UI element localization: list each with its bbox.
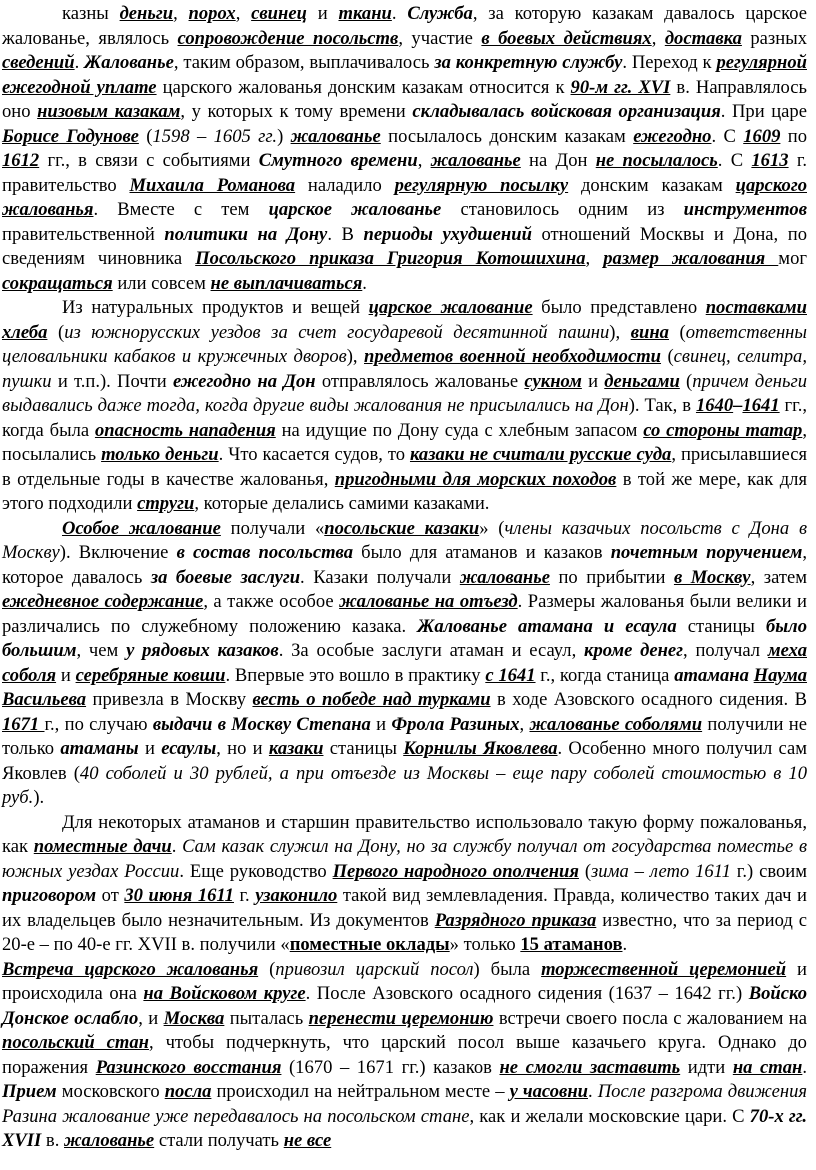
emphasis-text: инструментов <box>683 199 807 220</box>
text-run: , у которых к тому времени <box>180 101 413 122</box>
emphasis-text: Разрядного приказа <box>434 909 597 931</box>
emphasis-text: причем деньги выдавались даже тогда, когда другие виды жалования не присылались на Дон <box>2 370 807 416</box>
text-run: гг., в связи с событиями <box>39 150 259 171</box>
emphasis-text: После разгрома движения Разина жалование уже передавалось на посольском стане <box>2 1081 808 1127</box>
emphasis-text: приговором <box>2 885 97 906</box>
emphasis-text: почетным поручением <box>610 542 803 563</box>
emphasis-text: жалованье соболями <box>529 713 703 735</box>
text-run: по прибытии <box>549 566 674 588</box>
emphasis-text: казаки не считали русские суда <box>409 444 672 465</box>
text-run: . Казаки получали <box>300 566 460 588</box>
emphasis-text: деньги <box>119 3 174 24</box>
text-run: . После Азовского осадного сидения (1637 – 1642 гг.) <box>305 983 749 1004</box>
emphasis-text: жалованье <box>459 566 550 588</box>
emphasis-text: было большим <box>2 615 807 661</box>
text-run: , присылавшиеся в отдельные годы в качестве жалованья, <box>2 444 808 490</box>
text-run: , <box>585 248 604 269</box>
text-run: . <box>622 934 628 955</box>
text-run: ) <box>277 125 291 147</box>
text-run: было представлено <box>532 297 706 318</box>
paragraph <box>2 296 807 517</box>
emphasis-text: вина <box>630 321 669 343</box>
text-run: наладило <box>295 174 395 196</box>
emphasis-text: сопровождение посольств <box>177 27 399 49</box>
emphasis-text: поместные дачи <box>33 836 172 857</box>
text-run: на идущие по Дону суда с хлебным запасом <box>275 419 644 441</box>
emphasis-text: размер жалования <box>603 248 779 269</box>
emphasis-text: 1640 <box>695 395 734 416</box>
text-run: ), <box>346 346 364 367</box>
emphasis-text: не посылалось <box>595 150 718 171</box>
emphasis-text: пригодными для морских походов <box>334 468 617 490</box>
text-run: , таким образом, выплачивалось <box>173 52 435 73</box>
text-run: , чем <box>76 640 127 661</box>
emphasis-text: свинец <box>251 3 307 24</box>
emphasis-text: жалованье <box>430 150 521 171</box>
emphasis-text: члены казачьих посольств с Дона в Москву <box>2 517 808 563</box>
emphasis-text: на стан <box>732 1056 803 1078</box>
text-run: в той же мере, как для этого подходили <box>2 468 808 514</box>
emphasis-text: сукном <box>524 370 582 392</box>
text-run: , затем <box>750 566 807 588</box>
emphasis-text: жалованье <box>290 125 381 147</box>
emphasis-text: узаконило <box>255 885 338 906</box>
emphasis-text: 1612 <box>2 150 40 171</box>
paragraph <box>2 2 807 296</box>
text-run: станицы <box>676 615 766 637</box>
text-run: и <box>370 713 392 735</box>
emphasis-text: только деньги <box>101 444 219 465</box>
emphasis-text: 1613 <box>751 150 789 171</box>
emphasis-text: в Москву <box>673 566 751 588</box>
emphasis-text: не смогли заставить <box>499 1056 681 1078</box>
emphasis-text: выдачи в Москву Степана <box>152 713 371 735</box>
emphasis-text: весть о победе над турками <box>252 689 491 710</box>
text-run: ) была <box>473 958 542 980</box>
emphasis-text: атаманы <box>60 738 139 759</box>
text-run: в ходе Азовского осадного сидения. В <box>490 689 807 710</box>
text-run: . Что касается судов, то <box>218 444 410 465</box>
emphasis-text: серебряные ковши <box>75 664 226 686</box>
text-run: , как и желали московские цари. С <box>469 1105 750 1127</box>
emphasis-text: ежедневное содержание <box>2 591 204 612</box>
emphasis-text: зима – лето 1611 <box>591 860 731 882</box>
text-run: ). Так, в <box>628 395 696 416</box>
text-run: получили не только <box>2 713 808 759</box>
emphasis-text: Разинского восстания <box>95 1056 282 1078</box>
emphasis-text: Жалованье <box>84 52 174 73</box>
text-run: . Размеры жалованья были велики и различались по служебному положению казака. <box>2 591 807 637</box>
emphasis-text: поместные оклады <box>289 934 450 955</box>
emphasis-text: ткани <box>338 3 392 24</box>
emphasis-text: Жалованье атамана и есаула <box>417 615 677 637</box>
emphasis-text: в состав посольства <box>176 542 354 563</box>
text-run: , и <box>138 1007 164 1029</box>
emphasis-text: 15 атаманов <box>520 934 623 955</box>
text-run: , <box>417 150 431 171</box>
text-run: . Особенно много получил сам Яковлев ( <box>2 738 808 784</box>
text-run: , посылались <box>2 419 807 465</box>
text-run: встречи своего посла с жалованием на <box>493 1007 807 1029</box>
text-run: отправлялось жалованье <box>315 370 525 392</box>
emphasis-text: опасность нападения <box>94 419 276 441</box>
emphasis-text: 1598 – 1605 гг. <box>152 125 278 147</box>
emphasis-text: регулярной ежегодной уплате <box>2 52 807 98</box>
emphasis-text: царского жалованья <box>2 174 807 220</box>
emphasis-text: периоды ухудшений <box>363 223 532 245</box>
emphasis-text: есаулы <box>161 738 217 759</box>
emphasis-text: торжественной церемонией <box>541 958 787 980</box>
emphasis-text: Москва <box>163 1007 225 1029</box>
text-run: и происходила она <box>2 958 807 1004</box>
emphasis-text: Посольского приказа Григория Котошихина <box>195 248 586 269</box>
paragraph <box>2 811 807 958</box>
emphasis-text: Фрола Разиных <box>391 713 520 735</box>
emphasis-text: со стороны татар <box>643 419 803 441</box>
text-run: отношений Москвы и Дона, по сведениям чиновника <box>2 223 807 269</box>
emphasis-text: меха соболя <box>2 640 807 686</box>
emphasis-text: низовым казакам <box>37 101 181 122</box>
text-run: ( <box>138 125 153 147</box>
text-run: . В <box>327 223 364 245</box>
text-run: правительственной <box>2 223 165 245</box>
text-run: и <box>138 738 162 759</box>
paragraph <box>2 958 807 1154</box>
emphasis-text: Войско Донское ослабло <box>2 983 807 1029</box>
text-run: г., по случаю <box>44 713 153 735</box>
text-run: известно, что за период с 20-е – по 40-е гг. XVII в. получили « <box>2 909 807 955</box>
text-run: . Переход к <box>622 52 717 73</box>
emphasis-text: Сам казак служил на Дону, но за службу получал от государства поместье в южных уездах России <box>2 836 808 882</box>
emphasis-text: свинец, селитра, пушки <box>2 346 807 392</box>
text-run: » ( <box>479 517 505 539</box>
text-run: . За особые заслуги атаман и есаул, <box>278 640 585 661</box>
emphasis-text: 1609 <box>743 125 781 147</box>
text-run: царского жалованья донским казакам относится к <box>156 76 571 98</box>
text-run: . При царе <box>720 101 807 122</box>
emphasis-text: у часовни <box>509 1081 588 1102</box>
emphasis-text: порох <box>188 3 236 24</box>
emphasis-text: за конкретную службу <box>434 52 623 73</box>
emphasis-text: доставка <box>664 27 742 49</box>
emphasis-text: посла <box>164 1081 212 1102</box>
emphasis-text: Наума Васильева <box>2 664 808 710</box>
text-run: . <box>588 1081 598 1102</box>
text-run: , которое давалось <box>2 542 807 588</box>
emphasis-text: Борисе Годунове <box>2 125 139 147</box>
text-run: . С <box>717 150 752 171</box>
text-run: ). <box>33 787 45 808</box>
emphasis-text: перенести церемонию <box>308 1007 494 1029</box>
text-run: привезла в Москву <box>86 689 253 710</box>
emphasis-text: Прием <box>2 1081 57 1102</box>
text-run: донским казакам <box>568 174 736 196</box>
emphasis-text: посольские казаки <box>324 517 480 539</box>
emphasis-text: казаки <box>268 738 324 759</box>
emphasis-text: сокращаться <box>2 272 113 294</box>
text-run: такой вид землевладения. Правда, количество таких дач и их владельцев было незначительным. Из документов <box>2 885 807 931</box>
text-run: . <box>362 272 367 294</box>
emphasis-text: привозил царский посол <box>275 958 474 980</box>
text-run: в. <box>41 1130 65 1151</box>
emphasis-text: Служба <box>407 3 473 24</box>
text-run: , <box>651 27 665 49</box>
emphasis-text: 1671 <box>2 713 45 735</box>
text-run: . <box>74 52 85 73</box>
emphasis-text: – <box>733 395 743 416</box>
emphasis-text: царское жалование <box>368 297 533 318</box>
text-run: (1670 – 1671 гг.) казаков <box>281 1056 500 1078</box>
paragraph <box>2 517 807 811</box>
emphasis-text: складывалась войсковая организация <box>412 101 721 122</box>
text-run: , а также особое <box>203 591 340 612</box>
text-run: . Вместе с тем <box>93 199 269 220</box>
text-run: г. правительство <box>2 150 808 196</box>
text-run: ( <box>578 860 592 882</box>
emphasis-text: посольский стан <box>2 1032 149 1053</box>
text-run: г.) своим <box>730 860 807 882</box>
emphasis-text: струги <box>137 493 195 514</box>
text-run: ). Включение <box>59 542 177 563</box>
text-run: московского <box>56 1081 165 1102</box>
text-run: ( <box>668 321 686 343</box>
text-run: , за которую казакам давалось царское жалованье, являлось <box>2 3 807 49</box>
emphasis-text: на Войсковом круге <box>143 983 306 1004</box>
emphasis-text: сведений <box>2 52 75 73</box>
text-run: . <box>171 836 183 857</box>
text-run: было для атаманов и казаков <box>353 542 611 563</box>
emphasis-text: предметов военной необходимости <box>364 346 662 367</box>
emphasis-text: кроме денег <box>584 640 684 661</box>
emphasis-text: жалованье <box>64 1130 155 1151</box>
emphasis-text: Особое жалование <box>62 517 221 539</box>
text-run: , <box>235 3 252 24</box>
emphasis-text: у рядовых казаков <box>126 640 279 661</box>
text-run: ), <box>609 321 631 343</box>
text-run: Для некоторых атаманов и старшин правительство использовало такую форму пожалованья, как <box>2 811 807 857</box>
emphasis-text: с 1641 <box>485 664 536 686</box>
emphasis-text: поставками хлеба <box>2 297 807 343</box>
emphasis-text: ответственны целовальники кабаков и кружечных дворов <box>2 321 807 367</box>
text-run: ( <box>661 346 674 367</box>
text-run: мог <box>778 248 807 269</box>
text-run: станицы <box>323 738 404 759</box>
text-run: . <box>802 1056 807 1078</box>
emphasis-text: 1641 <box>742 395 780 416</box>
text-run: гг., когда была <box>2 395 808 441</box>
emphasis-text: Корнилы Яковлева <box>403 738 558 759</box>
emphasis-text: политики на Дону <box>164 223 328 245</box>
emphasis-text: 30 июня 1611 <box>124 885 234 906</box>
text-run: , чтобы подчеркнуть, что царский посол выше казачьего круга. Однако до поражения <box>2 1032 807 1078</box>
emphasis-text: ежегодно на Дон <box>172 370 316 392</box>
emphasis-text: Смутного времени <box>258 150 418 171</box>
emphasis-text: атамана <box>674 664 749 686</box>
text-run: идти <box>680 1056 733 1078</box>
emphasis-text: в боевых действиях <box>481 27 652 49</box>
emphasis-text: Первого народного ополчения <box>332 860 579 882</box>
emphasis-text: жалованье на отъезд <box>339 591 518 612</box>
emphasis-text: Михаила Романова <box>129 174 296 196</box>
text-run: происходил на нейтральном месте – <box>211 1081 510 1102</box>
text-run: г. <box>233 885 256 906</box>
text-run: и т.п.). Почти <box>51 370 173 392</box>
text-run: . <box>391 3 408 24</box>
text-run: ( <box>258 958 276 980</box>
text-run: , но и <box>216 738 269 759</box>
text-run: в. Направлялось оно <box>2 76 807 122</box>
text-run: получали « <box>220 517 325 539</box>
text-run: г., когда станица <box>535 664 675 686</box>
text-run: , которые делались самими казаками. <box>194 493 490 514</box>
text-run: на Дон <box>520 150 596 171</box>
emphasis-text: 70-х гг. XVII <box>2 1105 807 1151</box>
text-run: и <box>306 3 339 24</box>
emphasis-text: Встреча царского жалованья <box>2 958 259 980</box>
text-run: или совсем <box>112 272 211 294</box>
text-run: » только <box>449 934 521 955</box>
emphasis-text: ежегодно <box>633 125 712 147</box>
emphasis-text: не все <box>283 1130 332 1151</box>
emphasis-text: 40 соболей и 30 рублей, а при отъезде из Москвы – еще пару соболей стоимостью в 10 руб. <box>2 762 807 808</box>
text-run: стали получать <box>154 1130 284 1151</box>
text-run: , участие <box>398 27 482 49</box>
text-run: . С <box>711 125 744 147</box>
text-run: посылалось донским казакам <box>380 125 634 147</box>
text-run: , <box>173 3 189 24</box>
emphasis-text: царское жалованье <box>268 199 442 220</box>
emphasis-text: регулярную посылку <box>394 174 569 196</box>
text-run: по <box>780 125 808 147</box>
emphasis-text: 90-м гг. XVI <box>570 76 671 98</box>
text-run: . Еще руководство <box>179 860 333 882</box>
text-run: разных <box>741 27 808 49</box>
text-run: ( <box>47 321 65 343</box>
text-run: становилось одним из <box>441 199 684 220</box>
text-run: , получал <box>683 640 768 661</box>
text-run: казны <box>62 3 120 24</box>
text-run: , <box>519 713 530 735</box>
text-run: ( <box>679 370 693 392</box>
emphasis-text: не выплачиваться <box>210 272 363 294</box>
emphasis-text: за боевые заслуги <box>150 566 301 588</box>
text-run: . Впервые это вошло в практику <box>225 664 486 686</box>
text-run: Из натуральных продуктов и вещей <box>62 297 369 318</box>
text-run: и <box>581 370 605 392</box>
emphasis-text: деньгами <box>604 370 680 392</box>
emphasis-text: из южнорусских уездов за счет государевой десятинной пашни <box>64 321 610 343</box>
text-run: и <box>56 664 76 686</box>
text-run: от <box>96 885 125 906</box>
text-run: пыталась <box>224 1007 309 1029</box>
